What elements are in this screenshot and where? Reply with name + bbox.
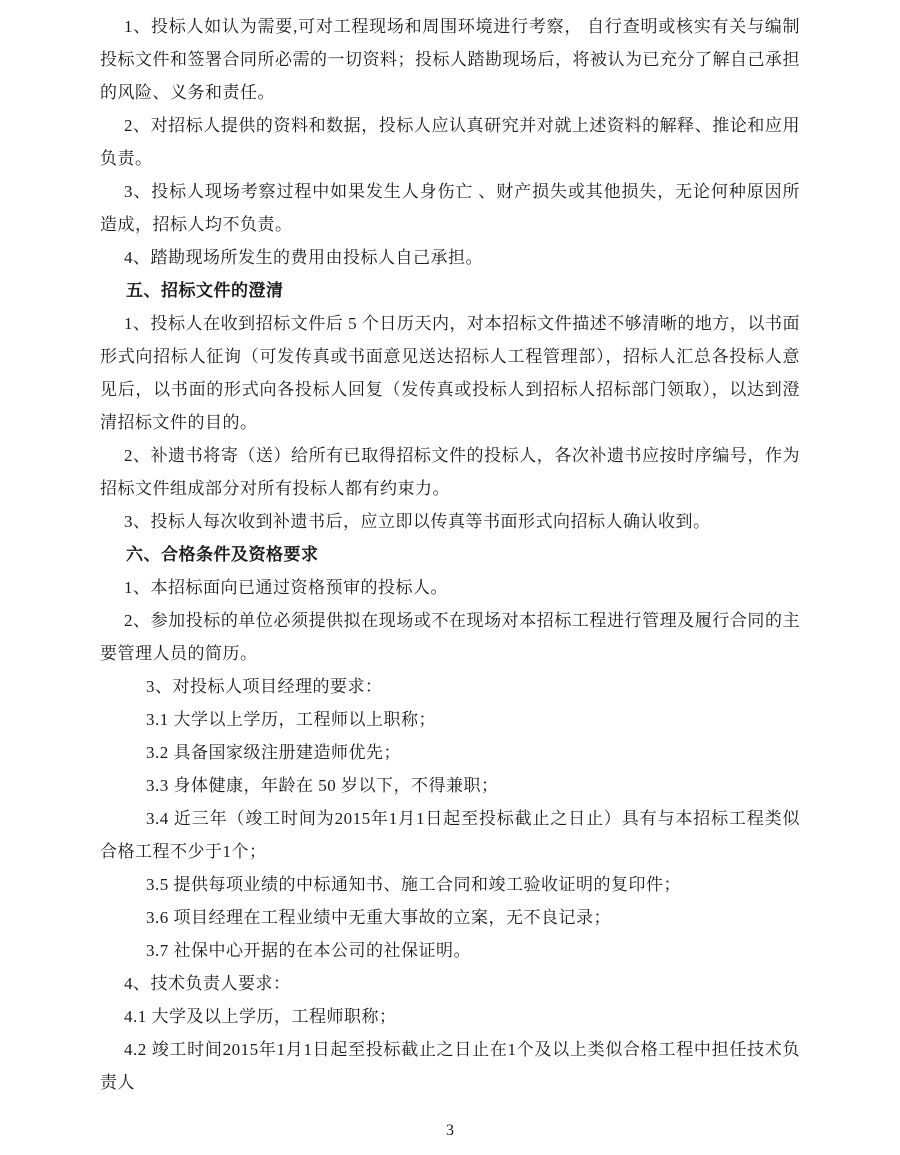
clause-tech-lead-req-4-1: 4.1 大学及以上学历，工程师职称； [124, 1007, 397, 1026]
clause-clarification-1: 1、投标人在收到招标文件后 5 个日历天内，对本招标文件描述不够清晰的地方，以书面形式向招标人征询（可发传真或书面意见送达招标人工程管理部），招标人汇总各投标人意见后，以书面的形式向各投标人回复（发传真或投标人到招标人招标部门领取），以达到澄清招标文件的目的。 [100, 314, 800, 432]
clause-pm-req-3-2: 3.2 具备国家级注册建造师优先； [146, 743, 401, 762]
clause-site-visit-3: 3、投标人现场考察过程中如果发生人身伤亡 、财产损失或其他损失，无论何种原因所造成，招标人均不负责。 [100, 182, 800, 234]
clause-pm-req-3-7: 3.7 社保中心开据的在本公司的社保证明。 [146, 941, 471, 960]
clause-project-manager-req: 3、对投标人项目经理的要求： [146, 677, 383, 696]
clause-qualification-2: 2、参加投标的单位必须提供拟在现场或不在现场对本招标工程进行管理及履行合同的主要管理人员的简历。 [100, 611, 800, 663]
clause-pm-req-3-5: 3.5 提供每项业绩的中标通知书、施工合同和竣工验收证明的复印件； [146, 875, 681, 894]
clause-tech-lead-req-4-2: 4.2 竣工时间2015年1月1日起至投标截止之日止在1个及以上类似合格工程中担任技术负责人 [100, 1040, 800, 1092]
clause-clarification-3: 3、投标人每次收到补遗书后，应立即以传真等书面形式向招标人确认收到。 [124, 512, 711, 531]
section-heading-qualification: 六、合格条件及资格要求 [126, 545, 319, 564]
clause-site-visit-4: 4、踏勘现场所发生的费用由投标人自己承担。 [124, 248, 483, 267]
clause-pm-req-3-3: 3.3 身体健康，年龄在 50 岁以下，不得兼职； [146, 776, 499, 795]
clause-pm-req-3-4: 3.4 近三年（竣工时间为2015年1月1日起至投标截止之日止）具有与本招标工程类似合格工程不少于1个； [100, 809, 800, 861]
clause-pm-req-3-6: 3.6 项目经理在工程业绩中无重大事故的立案，无不良记录； [146, 908, 611, 927]
clause-site-visit-2: 2、对招标人提供的资料和数据，投标人应认真研究并对就上述资料的解释、推论和应用负责。 [100, 116, 800, 168]
document-body [100, 10, 800, 1099]
clause-pm-req-3-1: 3.1 大学以上学历，工程师以上职称； [146, 710, 436, 729]
page-number: 3 [446, 1122, 454, 1139]
clause-site-visit-1: 1、投标人如认为需要,可对工程现场和周围环境进行考察， 自行查明或核实有关与编制投标文件和签署合同所必需的一切资料；投标人踏勘现场后，将被认为已充分了解自己承担的风险、义务和责任。 [100, 17, 800, 102]
clause-qualification-1: 1、本招标面向已通过资格预审的投标人。 [124, 578, 448, 597]
section-heading-clarification: 五、招标文件的澄清 [126, 281, 284, 300]
clause-tech-lead-req: 4、技术负责人要求： [124, 974, 291, 993]
clause-clarification-2: 2、补遗书将寄（送）给所有已取得招标文件的投标人，各次补遗书应按时序编号，作为招标文件组成部分对所有投标人都有约束力。 [100, 446, 800, 498]
